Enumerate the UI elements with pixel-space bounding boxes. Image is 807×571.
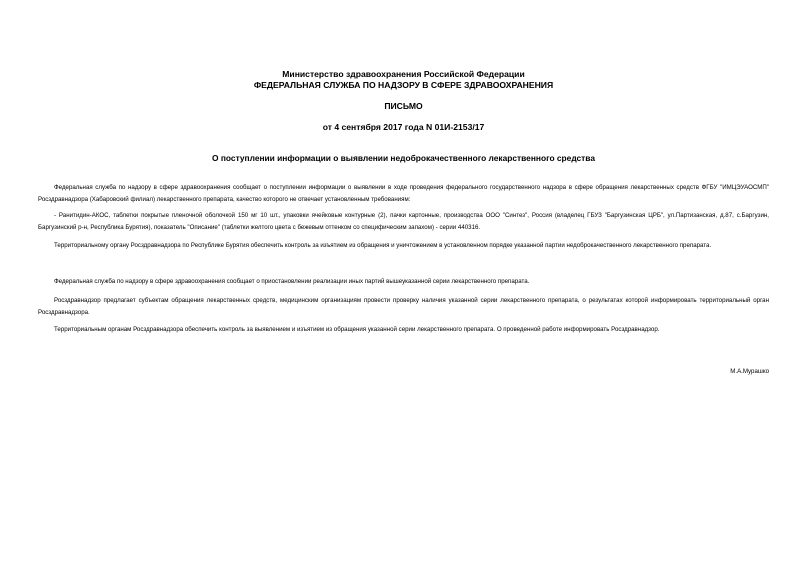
document-date-number: от 4 сентября 2017 года N 01И-2153/17 <box>322 122 485 132</box>
service-name: ФЕДЕРАЛЬНАЯ СЛУЖБА ПО НАДЗОРУ В СФЕРЕ ЗДРАВООХРАНЕНИЯ <box>253 80 554 90</box>
paragraph-territorial-bodies: Территориальным органам Росздравнадзора обеспечить контроль за выявлением и изъятием из обращения указанной серии лекарственного препарата. О проведенной работе информировать Росздравнадзор. <box>54 326 660 333</box>
paragraph-drug-details: - Ранитидин-АКОС, таблетки покрытые пленочной оболочкой 150 мг 10 шт., упаковки ячейковые контурные (2), пачки картонные, производства ООО "Синтез", Россия (владелец ГБУЗ "Баргузинская ЦРБ", ул.Партизанская, д.87, с.Баргузин, Баргузинский р-н, Республика Бурятия), показатель "Описание" (таблетки желтого цвета с бежевым оттенком со специфическим запахом) - серии 440316. <box>38 212 769 231</box>
ministry-name: Министерство здравоохранения Российской Федерации <box>282 69 525 79</box>
paragraph-territorial-control: Территориальному органу Росздравнадзора по Республике Бурятия обеспечить контроль за изъятием из обращения и уничтожением в установленном порядке указанной партии недоброкачественного лекарственного препарата. <box>54 242 712 249</box>
paragraph-notification: Федеральная служба по надзору в сфере здравоохранения сообщает о поступлении информации о выявлении в ходе проведения федерального государственного надзора в сфере обращения лекарственных средств ФГБУ "ИМЦЭУАОСМП" Росздравнадзора (Хабаровский филиал) лекарственного препарата, качество которого не отвечает установленным требованиям: <box>38 184 769 203</box>
paragraph-suspension: Федеральная служба по надзору в сфере здравоохранения сообщает о приостановлении реализации иных партий вышеуказанной серии лекарственного препарата. <box>54 278 530 285</box>
paragraph-verification: Росздравнадзор предлагает субъектам обращения лекарственных средств, медицинским организациям провести проверку наличия указанной серии лекарственного препарата, о результатах которой информировать территориальный орган Росздравнадзора. <box>38 297 769 316</box>
document-type: ПИСЬМО <box>384 101 423 111</box>
document-subject: О поступлении информации о выявлении недоброкачественного лекарственного средства <box>212 153 595 163</box>
signature: М.А.Мурашко <box>730 368 769 375</box>
